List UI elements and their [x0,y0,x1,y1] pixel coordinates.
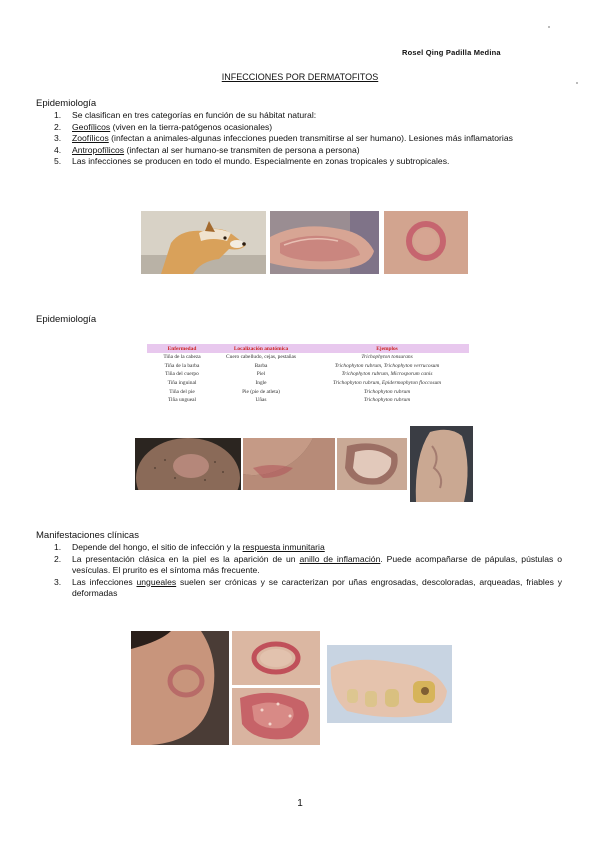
column-header: Enfermedad [167,345,197,352]
table-row: Tiña del cuerpo Piel Trichophyton rubrum, Microsporum canis [165,371,433,378]
list-item: 4. Antropofílicos (infectan al ser humano-se transmiten de persona a persona) [54,144,360,155]
section-heading-clinical: Manifestaciones clínicas [36,530,139,541]
section-heading-epidemiology-2: Epidemiología [36,314,97,325]
nail-infection-photo [327,645,452,723]
table-row: Tiña de la barba Barba Trichophyton rubrum, Trichophyton verrucosum [164,362,440,369]
table-row: Tiña del pie Pie (pie de atleta) Trichophyton rubrum [169,388,411,395]
vesicular-lesion-photo [232,688,320,745]
scalp-photo [135,438,241,490]
groin-lesion-photo [337,438,407,490]
list-item: 1. Depende del hongo, el sitio de infección y la respuesta inmunitaria [54,542,325,552]
ring-inflammation-photo [232,631,320,685]
list-item: 3. Las infecciones ungueales suelen ser crónicas y se caracterizan por uñas engrosadas, descoloradas, arqueadas, friables y deformadas [54,576,562,598]
dermatophyte-table [147,344,469,405]
list-item: 1. Se clasifican en tres categorías en función de su hábitat natural: [54,110,317,120]
speck [548,26,550,28]
arm-lesion-photo [410,426,473,502]
foot-photo [270,211,379,274]
list-item: 2. Geofílicos (viven en la tierra-patógenos ocasionales) [54,121,273,132]
table-row: Tiña de la cabeza Cuero cabelludo, cejas, pestañas Trichophyton tonsurans [163,354,413,361]
section-heading-epidemiology-1: Epidemiología [36,98,97,109]
page-number: 1 [297,798,303,809]
face-lesion-photo [131,631,229,745]
skin-ring-lesion-photo [384,211,468,274]
column-header: Ejemplos [376,345,398,352]
table-row: Tiña ungueal Uñas Trichophyton rubrum [167,397,411,404]
document-title: INFECCIONES POR DERMATOFITOS [221,72,379,82]
list-item: 3. Zoofílicos (infectan a animales-algunas infecciones pueden transmitirse al ser humano). Lesiones más inflamatorias [54,133,513,143]
beard-photo [243,438,335,490]
table-row: Tiña inguinal Ingle Trichophyton rubrum, Epidermophyton floccosum [167,380,442,387]
column-header: Localización anatómica [233,345,289,352]
author-name: Rosel Qing Padilla Medina [402,48,501,57]
table-header [147,344,469,353]
epidemiology-list [36,110,562,168]
speck [576,82,578,84]
list-item: 5. Las infecciones se producen en todo el mundo. Especialmente en zonas tropicales y subtropicales. [54,156,450,166]
list-item: 2. La presentación clásica en la piel es la aparición de un anillo de inflamación. Puede acompañarse de pápulas, pústulas o vesículas. El prurito es el síntoma más frecuente. [54,553,562,575]
dog-photo [141,211,266,274]
clinical-list [36,542,562,600]
